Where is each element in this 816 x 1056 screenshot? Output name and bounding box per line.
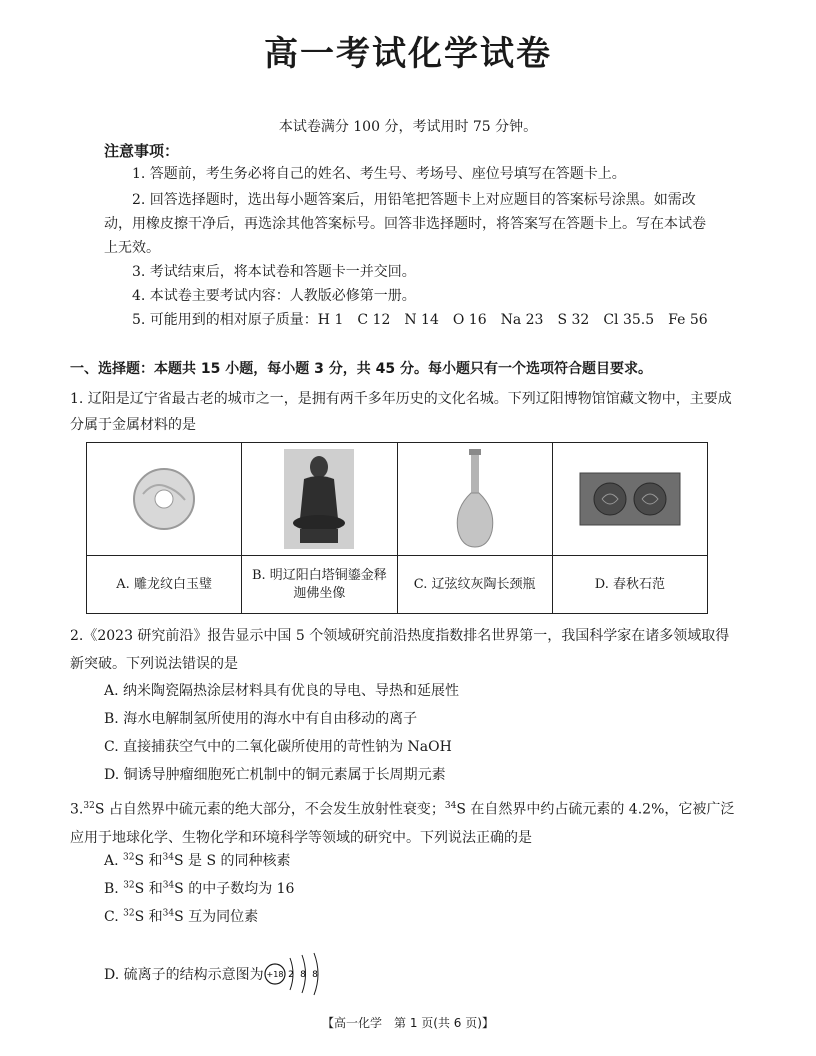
- notice-item-2: 2. 回答选择题时，选出每小题答案后，用铅笔把答题卡上对应题目的答案标号涂黑。如需改动，用橡皮擦干净后，再选涂其他答案标号。回答非选择题时，将答案写在答题卡上。写在本试卷上无效。: [104, 192, 706, 256]
- notice-heading: 注意事项：: [104, 142, 180, 160]
- shell-1-count: 2: [287, 970, 294, 980]
- question-2-stem: 2.《2023 研究前沿》报告显示中国 5 个领域研究前沿热度指数排名世界第一，我国科学家在诸多领域取得新突破。下列说法错误的是: [70, 628, 730, 672]
- artifact-cell-c: [398, 443, 553, 613]
- artifact-cell-d: [553, 443, 707, 613]
- artifact-caption-a: A. 雕龙纹白玉璧: [116, 576, 212, 592]
- notice-item-5: 5. 可能用到的相对原子质量：H 1 C 12 N 14 O 16 Na 23 S 32 Cl 35.5 Fe 56: [132, 312, 708, 328]
- page-footer: 【高一化学 第 1 页(共 6 页)】: [322, 1016, 494, 1030]
- notice-item-4: 4. 本试卷主要考试内容：人教版必修第一册。: [132, 288, 416, 304]
- artifact-cell-a: [87, 443, 242, 613]
- artifact-caption-b: B. 明辽阳白塔铜鎏金释迦佛坐像: [251, 567, 387, 601]
- isotope-34-sup: 34: [444, 801, 457, 811]
- question-3-number: 3.: [70, 801, 84, 818]
- artifact-cell-b: [242, 443, 397, 613]
- question-2-option-b: B. 海水电解制氢所使用的海水中有自由移动的离子: [104, 711, 418, 727]
- pottery-vase-image: [398, 443, 552, 556]
- question-3-stem: [70, 792, 740, 852]
- isotope-32-sup: 32: [83, 801, 95, 811]
- sulfide-ion-diagram: [264, 952, 328, 996]
- artifact-caption-d: D. 春秋石范: [594, 576, 665, 592]
- question-3-stem-b: S 在自然界中约占硫元素的 4.2%，它被广泛应用于地球化学、生物化学和环境科学等领域的研究中。下列说法正确的是: [70, 801, 735, 846]
- exam-subtitle: 本试卷满分 100 分，考试用时 75 分钟。: [278, 119, 538, 135]
- question-3-option-d: D. 硫离子的结构示意图为 +18 2 8 8: [104, 952, 328, 996]
- question-3-stem-a: S 占自然界中硫元素的绝大部分，不会发生放射性衰变；: [94, 801, 445, 818]
- notice-item-1: 1. 答题前，考生务必将自己的姓名、考生号、考场号、座位号填写在答题卡上。: [132, 166, 626, 182]
- ion-nucleus-label: +18: [266, 970, 284, 979]
- question-1-stem: 1. 辽阳是辽宁省最古老的城市之一，是拥有两千多年历史的文化名城。下列辽阳博物馆馆藏文物中，主要成分属于金属材料的是: [70, 391, 732, 433]
- page-title: 高一考试化学试卷: [264, 34, 552, 74]
- question-2-option-c: C. 直接捕获空气中的二氧化碳所使用的苛性钠为 NaOH: [104, 739, 452, 755]
- stone-mold-image: [553, 443, 707, 556]
- artifact-table: [86, 442, 708, 614]
- shell-3-count: 8: [311, 970, 318, 980]
- artifact-caption-c: C. 辽弦纹灰陶长颈瓶: [413, 576, 536, 592]
- jade-bi-image: [87, 443, 241, 556]
- buddha-statue-image: [242, 443, 396, 556]
- question-3-option-c: C. $^{32}$S 和$^{34}$S 互为同位素: [104, 908, 259, 925]
- question-3-option-a: A. $^{32}$S 和$^{34}$S 是 S 的同种核素: [104, 852, 291, 869]
- section-heading: 一、选择题：本题共 15 小题，每小题 3 分，共 45 分。每小题只有一个选项符合题目要求。: [70, 361, 652, 377]
- shell-2-count: 8: [299, 970, 306, 980]
- question-2-option-a: A. 纳米陶瓷隔热涂层材料具有优良的导电、导热和延展性: [104, 683, 460, 699]
- question-3-option-b: B. $^{32}$S 和$^{34}$S 的中子数均为 16: [104, 880, 295, 897]
- notice-item-3: 3. 考试结束后，将本试卷和答题卡一并交回。: [132, 264, 416, 280]
- question-2-option-d: D. 铜诱导肿瘤细胞死亡机制中的铜元素属于长周期元素: [104, 767, 446, 783]
